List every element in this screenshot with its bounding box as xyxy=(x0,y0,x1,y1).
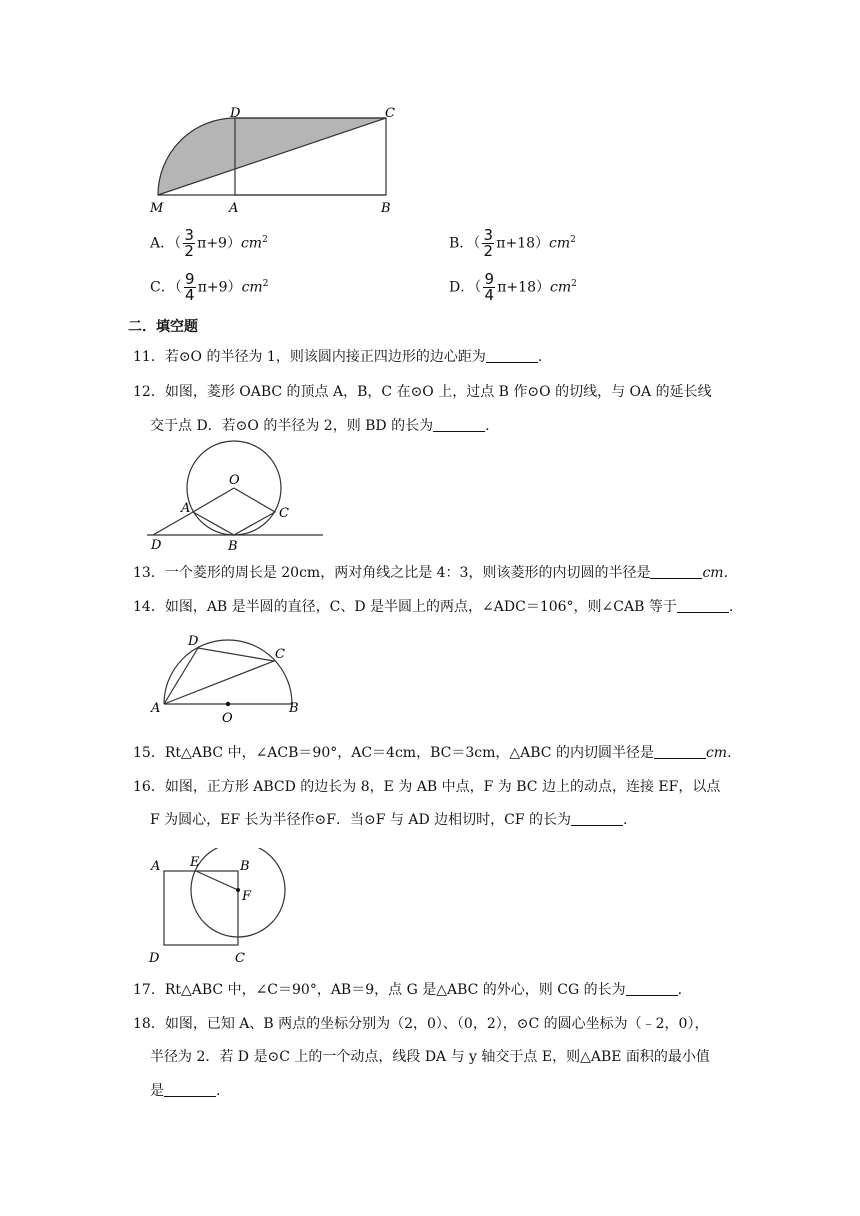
point-f xyxy=(236,888,240,892)
figure-q16 xyxy=(145,848,295,966)
label-b: B xyxy=(289,701,299,716)
fraction: $\frac{9}{4}$ xyxy=(184,270,195,304)
label-c: C xyxy=(279,506,289,521)
answer-blank[interactable] xyxy=(677,611,729,613)
option-b[interactable]: B．（ $\frac{3}{2}$ $\pi+18)cm^2$ xyxy=(449,226,576,260)
answer-blank[interactable] xyxy=(650,577,702,579)
label-e: E xyxy=(190,855,200,870)
label-b: B xyxy=(240,859,250,874)
label-d: D xyxy=(188,634,199,649)
label-c: C xyxy=(235,951,245,966)
figure-q10 xyxy=(145,102,405,220)
label-c: C xyxy=(385,106,395,121)
answer-blank[interactable] xyxy=(626,994,678,996)
square-abcd xyxy=(164,871,238,945)
fraction: $\frac{3}{2}$ xyxy=(483,226,494,260)
question-12-line2: 交于点 D．若⊙O 的半径为 2，则 BD 的长为 . xyxy=(150,418,490,434)
figure-q14 xyxy=(145,628,305,726)
label-a: A xyxy=(151,859,161,874)
question-11: 11．若⊙O 的半径为 1，则该圆内接正四边形的边心距为 . xyxy=(133,349,543,365)
label-d: D xyxy=(149,951,160,966)
label-a: A xyxy=(181,501,191,516)
question-18-line2: 半径为 2．若 D 是⊙C 上的一个动点，线段 DA 与 y 轴交于点 E，则△ABE 面积的最小值 xyxy=(150,1049,710,1065)
label-b: B xyxy=(228,539,238,554)
segment-ef xyxy=(196,871,238,890)
question-18-line1: 18．如图，已知 A、B 两点的坐标分别为（2，0）、（0，2），⊙C 的圆心坐标为（﹣2，0）， xyxy=(133,1016,709,1032)
label-a: A xyxy=(229,201,239,216)
question-17: 17．Rt△ABC 中，∠C＝90°，AB＝9，点 G 是△ABC 的外心，则 CG 的长为 . xyxy=(133,982,683,998)
quad-adc xyxy=(164,648,274,704)
answer-blank[interactable] xyxy=(486,361,538,363)
option-c[interactable]: C．（ $\frac{9}{4}$ $\pi+9)cm^2$ xyxy=(150,270,269,304)
shaded-region xyxy=(158,118,386,195)
fraction: $\frac{9}{4}$ xyxy=(484,270,494,304)
question-14: 14．如图，AB 是半圆的直径，C、D 是半圆上的两点，∠ADC＝106°，则∠CAB 等于 . xyxy=(133,599,734,615)
answer-blank[interactable] xyxy=(654,757,706,759)
label-o: O xyxy=(229,473,240,488)
label-o: O xyxy=(222,711,233,726)
label-a: A xyxy=(151,701,161,716)
label-c: C xyxy=(275,647,285,662)
option-a[interactable]: A．（ $\frac{3}{2}$ $\pi+9)cm^2$ xyxy=(150,226,268,260)
label-m: M xyxy=(150,201,164,216)
rhombus-oabc xyxy=(193,488,275,535)
question-15: 15．Rt△ABC 中，∠ACB＝90°，AC＝4cm，BC＝3cm，△ABC 的内切圆半径是 cm. xyxy=(133,745,732,761)
question-18-line3: 是 . xyxy=(150,1083,221,1099)
figure-q12 xyxy=(145,440,325,555)
question-12-line1: 12．如图，菱形 OABC 的顶点 A，B，C 在⊙O 上，过点 B 作⊙O 的切线，与 OA 的延长线 xyxy=(133,384,712,400)
label-d: D xyxy=(230,106,241,121)
center-dot xyxy=(226,702,230,706)
answer-blank[interactable] xyxy=(571,824,623,826)
question-16-line1: 16．如图，正方形 ABCD 的边长为 8，E 为 AB 中点，F 为 BC 边上的动点，连接 EF，以点 xyxy=(133,779,721,795)
fraction: $\frac{3}{2}$ xyxy=(184,226,194,260)
question-13: 13．一个菱形的周长是 20cm，两对角线之比是 4：3，则该菱形的内切圆的半径是 cm. xyxy=(133,565,729,581)
label-b: B xyxy=(381,201,391,216)
question-16-line2: F 为圆心，EF 长为半径作⊙F．当⊙F 与 AD 边相切时，CF 的长为 . xyxy=(150,812,628,828)
option-d[interactable]: D．（ $\frac{9}{4}$ $\pi+18)cm^2$ xyxy=(449,270,577,304)
answer-blank[interactable] xyxy=(433,430,485,432)
section-title: 二．填空题 xyxy=(128,319,198,335)
label-d: D xyxy=(151,538,162,553)
answer-blank[interactable] xyxy=(164,1095,216,1097)
label-f: F xyxy=(242,889,252,904)
